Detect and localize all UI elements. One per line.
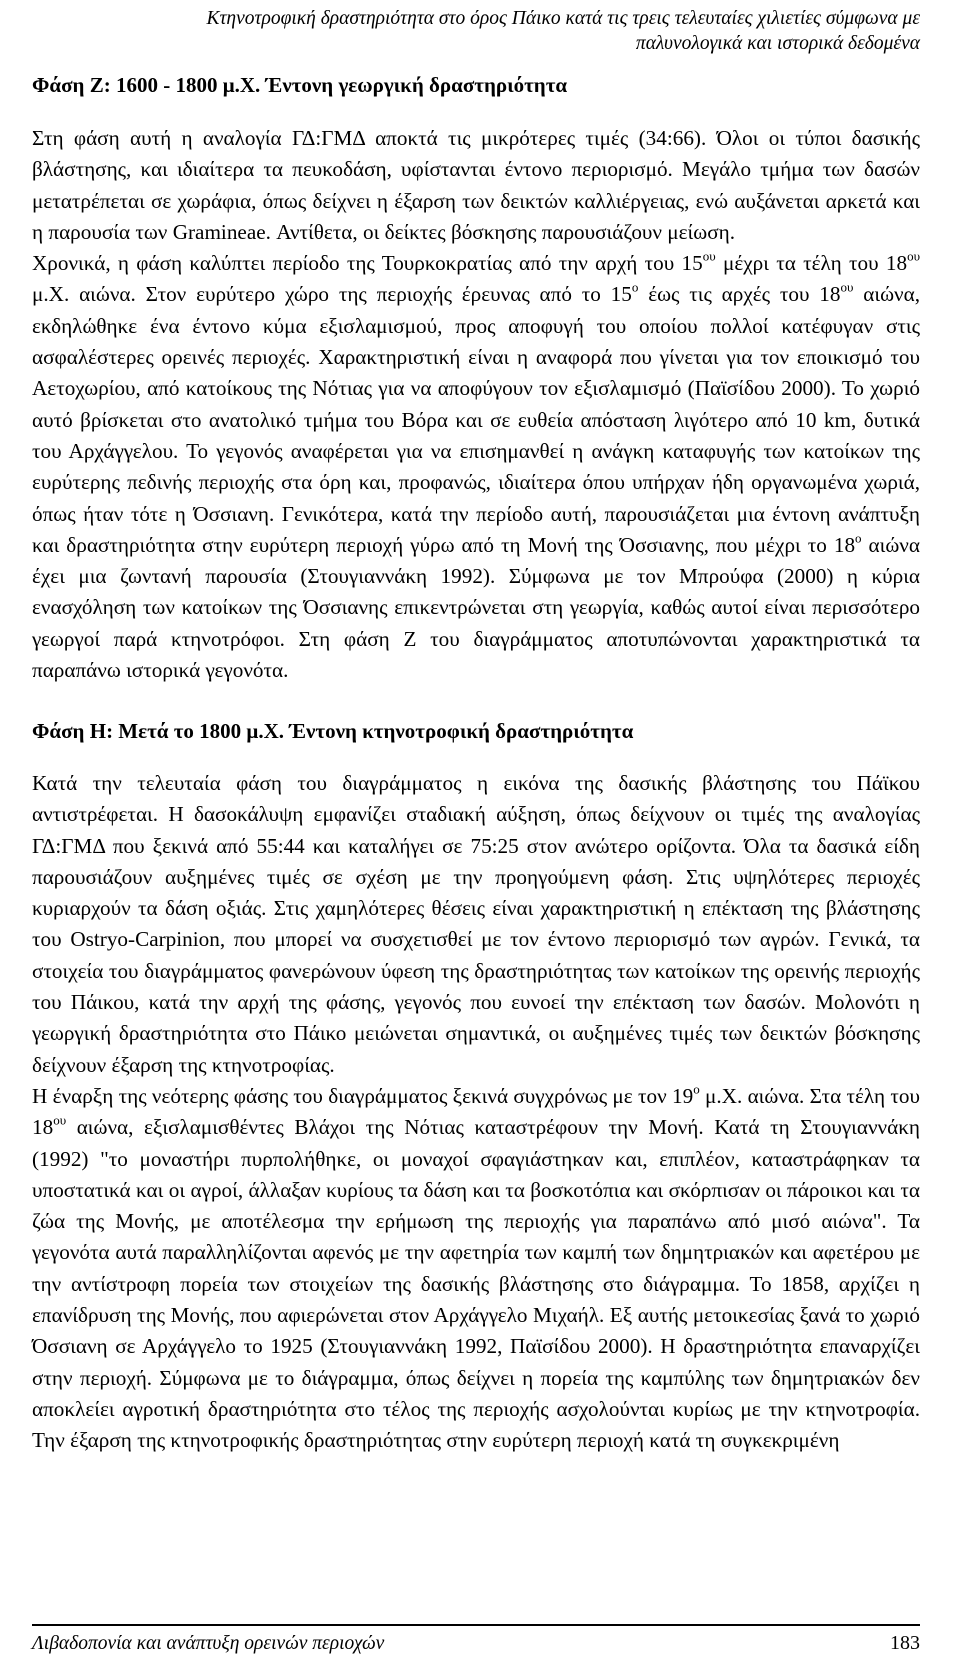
superscript: ου — [702, 248, 716, 264]
section-h-title: Φάση Η: Μετά το 1800 μ.Χ. Έντονη κτηνοτροφική δραστηριότητα — [32, 719, 634, 743]
running-header-line2: παλυνολογικά και ιστορικά δεδομένα — [635, 33, 920, 54]
section-h-paragraph-1: Κατά την τελευταία φάση του διαγράμματος η εικόνα της δασικής βλάστησης του Πάϊκου αντιστρέφεται. Η δασοκάλυψη εμφανίζει σταδιακή αύξηση, όπως δείχνουν οι τιμές της αναλογίας ΓΔ:ΓΜΔ που ξεκινά από 55:44 και καταλήγει σε 75:25 στον ανώτερο ορίζοντα. Όλα τα δασικά είδη παρουσιάζουν αυξημένες τιμές σε σχέση με την προηγούμενη φάση. Στις υψηλότερες περιοχές κυριαρχούν τα δάση οξιάς. Στις χαμηλότερες θέσεις είναι χαρακτηριστική η επέκταση της βλάστησης του Ostryo-Carpinion, που μπορεί να συσχετισθεί με τον έντονο περιορισμό των αγρών. Γενικά, τα στοιχεία του διαγράμματος φανερώνουν ύφεση της δραστηριότητας των κατοίκων της ορεινής περιοχής του Πάικου, κατά την αρχή της φάσης, γεγονός που ευνοεί την επέκταση των δασών. Μολονότι η γεωργική δραστηριότητα στο Πάικο μειώνεται σημαντικά, οι αυξημένες τιμές των δεικτών βόσκησης δείχνουν έξαρση της κτηνοτροφίας. — [32, 771, 920, 1077]
section-h-heading — [32, 718, 633, 744]
footer-rule — [32, 1624, 920, 1626]
section-z-body — [32, 123, 920, 686]
text-run: μ.Χ. αιώνα. Στα τέλη του 18 — [32, 1083, 920, 1140]
section-z-heading — [32, 72, 567, 98]
text-run: Χρονικά, η φάση καλύπτει περίοδο της Τουρκοκρατίας από την αρχή του 15 — [32, 251, 703, 276]
superscript: ου — [53, 1112, 67, 1128]
running-header-line1: Κτηνοτροφική δραστηριότητα στο όρος Πάικο κατά τις τρεις τελευταίες χιλιετίες σύμφωνα με — [206, 8, 920, 29]
text-run: έως τις αρχές του 18 — [638, 282, 841, 307]
text-run: μέχρι τα τέλη του 18 — [715, 251, 908, 276]
running-header — [160, 6, 920, 56]
text-run: αιώνα, εξισλαμισθέντες Βλάχοι της Νότιας καταστρέφουν την Μονή. Κατά τη Στουγιαννάκη (1992) "το μοναστήρι πυρπολήθηκε, οι μοναχοί σφαγιάστηκαν και, επιπλέον, καταστράφηκαν τα υποστατικά και οι αγροί, άλλαξαν κυρίους τα δάση και τα βοσκοτόπια και σκόρπισαν οι πάροικοι και τα ζώα της Μονής, με αποτέλεσμα την ερήμωση της περιοχής για παραπάνω από μισό αιώνα". Τα γεγονότα αυτά παραλληλίζονται αφενός με την αφετηρία των καμπή των δημητριακών και αφετέρου με την αντίστροφη πορεία των στοιχείων της δασικής βλάστησης στο διάγραμμα. Το 1858, αρχίζει η επανίδρυση της Μονής, που αφιερώνεται στον Αρχάγγελο Μιχαήλ. Εξ αυτής μετοικεσίας ξανά το χωριό Όσσιανη σε Αρχάγγελο το 1925 (Στουγιαννάκη 1992, Παϊσίδου 2000). Η δραστηριότητα επαναρχίζει στην περιοχή. Σύμφωνα με το διάγραμμα, όπως δείχνει η πορεία της καμπύλης των δημητριακών δεν αποκλείει αγροτική δραστηριότητα στο τέλος της περιοχής ασχολούνται κυρίως με την κτηνοτροφία. Την έξαρση της κτηνοτροφικής δραστηριότητας στην ευρύτερη περιοχή κατά τη συγκεκριμένη — [32, 1115, 920, 1453]
text-run: Η έναρξη της νεότερης φάσης του διαγράμματος ξεκινά συγχρόνως με τον 19 — [32, 1083, 694, 1108]
page-number: 183 — [890, 1632, 920, 1654]
section-z-title: Φάση Ζ: 1600 - 1800 μ.Χ. Έντονη γεωργική δραστηριότητα — [32, 73, 568, 97]
superscript: ο — [693, 1081, 700, 1097]
text-run: αιώνα έχει μια ζωντανή παρουσία (Στουγιαννάκη 1992). Σύμφωνα με τον Μπρούφα (2000) η κύρια ενασχόληση των κατοίκων της Όσσιανης επικεντρώνεται στη γεωργία, καθώς αυτοί είναι περισσότερο γεωργοί παρά κτηνοτρόφοι. Στη φάση Ζ του διαγράμματος αποτυπώνονται χαρακτηριστικά τα παραπάνω ιστορικά γεγονότα. — [32, 532, 920, 683]
section-z-paragraph-1: Στη φάση αυτή η αναλογία ΓΔ:ΓΜΔ αποκτά τις μικρότερες τιμές (34:66). Όλοι οι τύποι δασικής βλάστησης, και ιδιαίτερα τα πευκοδάση, υφίστανται έντονο περιορισμό. Μεγάλο τμήμα των δασών μετατρέπεται σε χωράφια, όπως δείχνει η έξαρση των δεικτών καλλιέργειας, ενώ αυξάνεται αρκετά και η παρουσία των Gramineae. Αντίθετα, οι δείκτες βόσκησης παρουσιάζουν μείωση. — [32, 126, 920, 244]
section-z-paragraph-2 — [32, 248, 920, 686]
superscript: ου — [907, 248, 920, 264]
footer-title: Λιβαδοπονία και ανάπτυξη ορεινών περιοχών — [32, 1633, 385, 1654]
text-run: μ.Χ. αιώνα. Στον ευρύτερο χώρο της περιοχής έρευνας από το 15 — [32, 282, 632, 307]
superscript: ο — [631, 279, 639, 295]
text-run: αιώνα, εκδηλώθηκε ένα έντονο κύμα εξισλαμισμού, προς αποφυγή του οποίου πολλοί κατέφυγαν στις ασφαλέστερες ορεινές περιοχές. Χαρακτηριστική είναι η αναφορά που γίνεται για τον εποικισμό του Αετοχωρίου, από κατοίκους της Νότιας για να αποφύγουν τον εξισλαμισμό (Παϊσίδου 2000). Το χωριό αυτό βρίσκεται στο ανατολικό τμήμα του Βόρα και σε ευθεία απόσταση λιγότερο από 10 km, δυτικά του Αρχάγγελου. Το γεγονός αναφέρεται για να επισημανθεί η ανάγκη καταφυγής των κατοίκων της ευρύτερης πεδινής περιοχής στα όρη και, προφανώς, ιδιαίτερα όπου υπήρχαν ήδη οργανωμένα χωριά, όπως ήταν τότε η Όσσιανη. Γενικότερα, κατά την περίοδο αυτή, παρουσιάζεται μια έντονη ανάπτυξη και δραστηριότητα στην ευρύτερη περιοχή γύρω από τη Μονή της Όσσιανης, που μέχρι το 18 — [32, 282, 920, 557]
superscript: ου — [840, 279, 854, 295]
superscript: ο — [855, 530, 862, 546]
section-h-body — [32, 768, 920, 1457]
section-h-paragraph-2 — [32, 1081, 920, 1457]
